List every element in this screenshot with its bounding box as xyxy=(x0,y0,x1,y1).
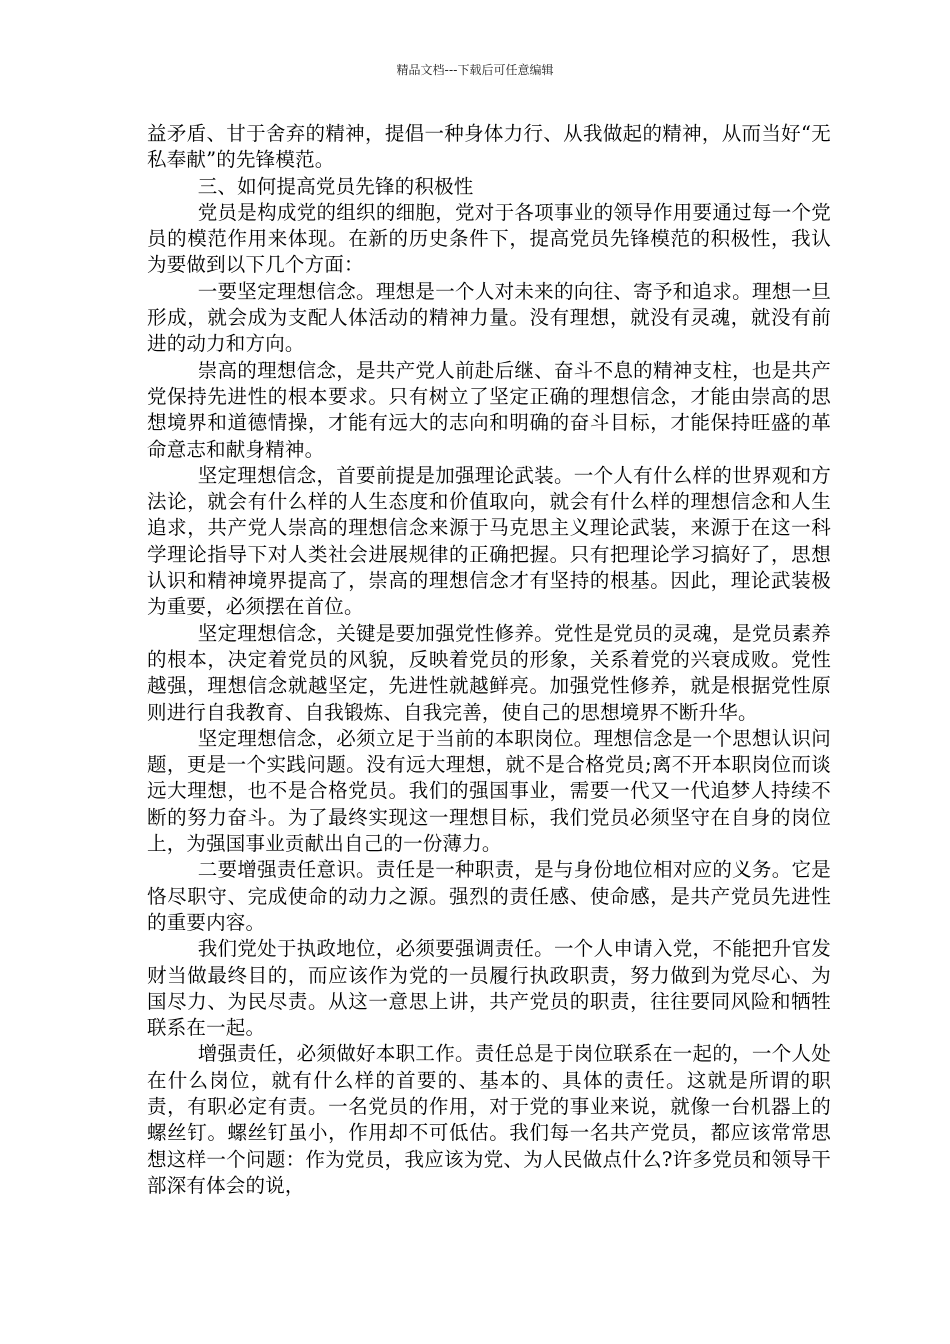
document-body xyxy=(147,121,831,1199)
section-heading: 三、如何提高党员先锋的积极性 xyxy=(197,174,474,198)
paragraph: 坚定理想信念，关键是要加强党性修养。党性是党员的灵魂，是党员素养的根本，决定着党员的风貌，反映着党员的形象，关系着党的兴衰成败。党性越强，理想信念就越坚定，先进性就越鲜亮。加强党性修养，就是根据党性原则进行自我教育、自我锻炼、自我完善，使自己的思想境界不断升华。 xyxy=(147,621,831,724)
paragraph: 党员是构成党的组织的细胞，党对于各项事业的领导作用要通过每一个党员的模范作用来体现。在新的历史条件下，提高党员先锋模范的积极性，我认为要做到以下几个方面： xyxy=(147,200,831,277)
paragraph: 二要增强责任意识。责任是一种职责，是与身份地位相对应的义务。它是恪尽职守、完成使命的动力之源。强烈的责任感、使命感，是共产党员先进性的重要内容。 xyxy=(147,858,831,934)
paragraph: 坚定理想信念，首要前提是加强理论武装。一个人有什么样的世界观和方法论，就会有什么样的人生态度和价值取向，就会有什么样的理想信念和人生追求，共产党人崇高的理想信念来源于马克思主义理论武装，来源于在这一科学理论指导下对人类社会进展规律的正确把握。只有把理论学习搞好了，思想认识和精神境界提高了，崇高的理想信念才有坚持的根基。因此，理论武装极为重要，必须摆在首位。 xyxy=(147,463,831,619)
page-header: 精品文档---下载后可任意编辑 xyxy=(396,63,554,77)
paragraph: 坚定理想信念，必须立足于当前的本职岗位。理想信念是一个思想认识问题，更是一个实践问题。没有远大理想，就不是合格党员;离不开本职岗位而谈远大理想，也不是合格党员。我们的强国事业，需要一代又一代追梦人持续不断的努力奋斗。为了最终实现这一理想目标，我们党员必须坚守在自身的岗位上，为强国事业贡献出自己的一份薄力。 xyxy=(147,726,831,856)
paragraph: 增强责任，必须做好本职工作。责任总是于岗位联系在一起的，一个人处在什么岗位，就有什么样的首要的、基本的、具体的责任。这就是所谓的职责，有职必定有责。一名党员的作用，对于党的事业来说，就像一台机器上的螺丝钉。螺丝钉虽小，作用却不可低估。我们每一名共产党员，都应该常常思想这样一个问题：作为党员，我应该为党、为人民做点什么?许多党员和领导干部深有体会的说， xyxy=(147,1042,831,1197)
paragraph: 益矛盾、甘于舍弃的精神，提倡一种身体力行、从我做起的精神，从而当好“无私奉献”的先锋模范。 xyxy=(147,122,831,172)
paragraph: 崇高的理想信念，是共产党人前赴后继、奋斗不息的精神支柱，也是共产党保持先进性的根本要求。只有树立了坚定正确的理想信念，才能由崇高的思想境界和道德情操，才能有远大的志向和明确的奋斗目标，才能保持旺盛的革命意志和献身精神。 xyxy=(147,358,831,461)
paragraph: 一要坚定理想信念。理想是一个人对未来的向往、寄予和追求。理想一旦形成，就会成为支配人体活动的精神力量。没有理想，就没有灵魂，就没有前进的动力和方向。 xyxy=(147,279,831,356)
paragraph: 我们党处于执政地位，必须要强调责任。一个人申请入党，不能把升官发财当做最终目的，而应该作为党的一员履行执政职责，努力做到为党尽心、为国尽力、为民尽责。从这一意思上讲，共产党员的职责，往往要同风险和牺牲联系在一起。 xyxy=(147,937,831,1040)
